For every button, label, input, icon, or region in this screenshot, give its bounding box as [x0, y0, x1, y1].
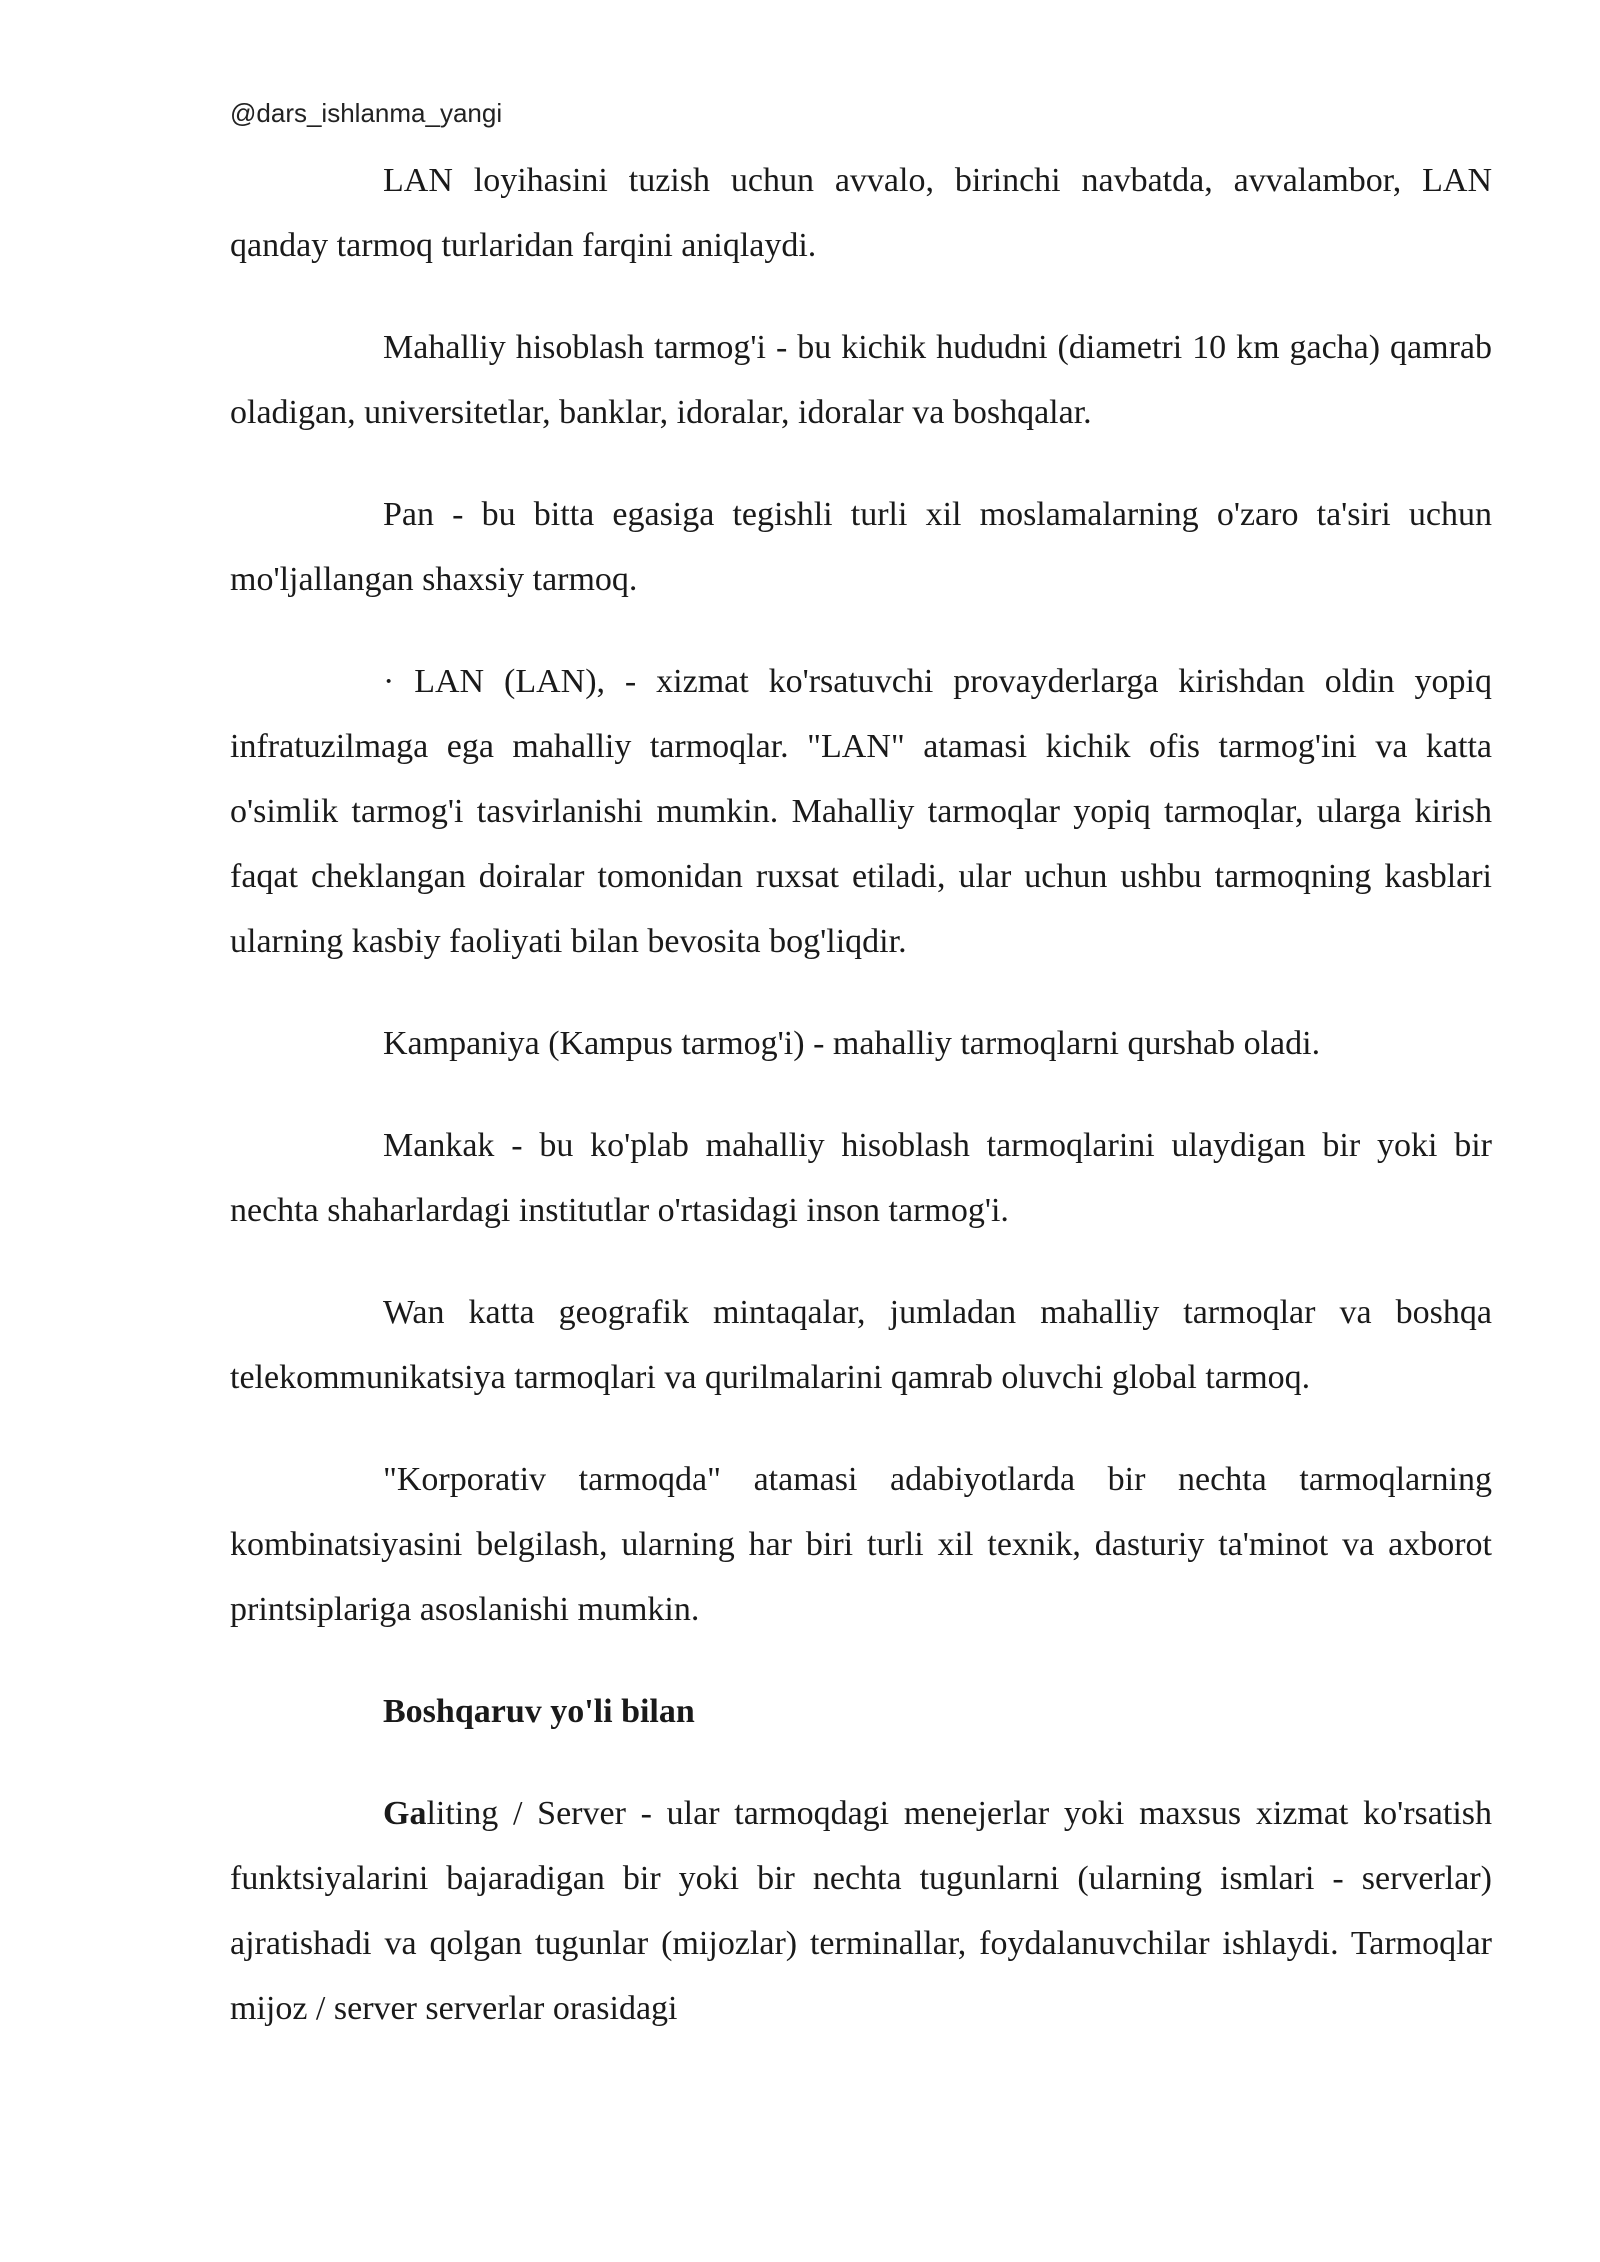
paragraph-lan-definition: · LAN (LAN), - xizmat ko'rsatuvchi provayderlarga kirishdan oldin yopiq infratuzilmaga ega mahalliy tarmoqlar. "LAN" atamasi kichik ofis tarmog'ini va katta o'simlik tarmog'i tasvirlanishi mumkin. Mahalliy tarmoqlar yopiq tarmoqlar, ularga kirish faqat cheklangan doiralar tomonidan ruxsat etiladi, ular uchun ushbu tarmoqning kasblari ularning kasbiy faoliyati bilan bevosita bog'liqdir.	[230, 663, 1492, 960]
channel-watermark: @dars_ishlanma_yangi	[230, 98, 503, 128]
paragraph-pan: Pan - bu bitta egasiga tegishli turli xil moslamalarning o'zaro ta'siri uchun mo'ljallangan shaxsiy tarmoq.	[230, 496, 1492, 598]
paragraph-corporate: "Korporativ tarmoqda" atamasi adabiyotlarda bir nechta tarmoqlarning kombinatsiyasini belgilash, ularning har biri turli xil texnik, dasturiy ta'minot va axborot printsiplariga asoslanishi mumkin.	[230, 1461, 1492, 1628]
paragraph-lan-intro: LAN loyihasini tuzish uchun avvalo, birinchi navbatda, avvalambor, LAN qanday tarmoq turlaridan farqini aniqlaydi.	[230, 162, 1492, 264]
paragraph-local-network: Mahalliy hisoblash tarmog'i - bu kichik hududni (diametri 10 km gacha) qamrab oladigan, universitetlar, banklar, idoralar, idoralar va boshqalar.	[230, 329, 1492, 431]
paragraph-client-server	[230, 1781, 1492, 2041]
bold-fragment: Ga	[383, 1795, 427, 1832]
document-body	[230, 148, 1492, 2041]
paragraph-rest: liting / Server - ular tarmoqdagi menejerlar yoki maxsus xizmat ko'rsatish funktsiyalarini bajaradigan bir yoki bir nechta tugunlarni (ularning ismlari - serverlar) ajratishadi va qolgan tugunlar (mijozlar) terminallar, foydalanuvchilar ishlaydi. Tarmoqlar mijoz / server serverlar orasidagi	[230, 1795, 1492, 2027]
paragraph-campus: Kampaniya (Kampus tarmog'i) - mahalliy tarmoqlarni qurshab oladi.	[383, 1025, 1321, 1062]
section-heading: Boshqaruv yo'li bilan	[383, 1693, 695, 1730]
paragraph-man: Mankak - bu ko'plab mahalliy hisoblash tarmoqlarini ulaydigan bir yoki bir nechta shaharlardagi institutlar o'rtasidagi inson tarmog'i.	[230, 1127, 1492, 1229]
paragraph-wan: Wan katta geografik mintaqalar, jumladan mahalliy tarmoqlar va boshqa telekommunikatsiya tarmoqlari va qurilmalarini qamrab oluvchi global tarmoq.	[230, 1294, 1492, 1396]
